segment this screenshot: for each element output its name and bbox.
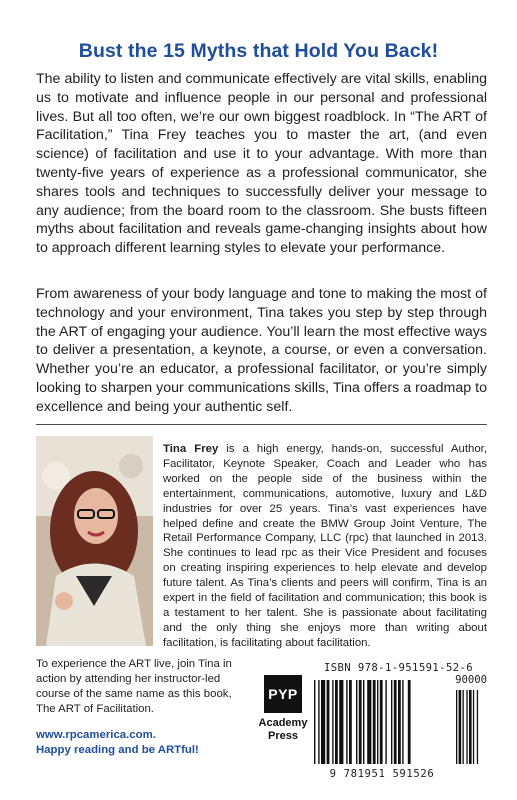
- isbn-barcode: [310, 660, 487, 784]
- author-bio: [163, 442, 487, 651]
- contact-block: [36, 728, 256, 758]
- isbn-label: ISBN 978-1-951591-52-6: [323, 662, 474, 674]
- publisher-logo-mark: PYP: [264, 675, 302, 713]
- author-name: Tina Frey: [163, 443, 219, 455]
- description-paragraph-1: The ability to listen and communicate effectively are vital skills, enabling us to motivate and influence people in our personal and professional lives. But all too often, we’re our own biggest roadblock. In “The ART of Facilitation,” Tina Frey teaches you to master the art, (and even science) of facilitation and use it to your advantage. With more than twenty-five years of experience as a professional communicator, she shares tools and techniques to successfully deliver your message to any audience; from the board room to the classroom. She busts fifteen myths about facilitation and reveals game-changing insights about how to approach different learning styles to elevate your performance.: [36, 71, 487, 257]
- publisher-logo: [256, 675, 310, 770]
- barcode-digits: 9 781951 591526: [329, 768, 435, 780]
- barcode-bars: [314, 680, 482, 768]
- publisher-name-line-2: Press: [268, 729, 298, 742]
- website-link[interactable]: www.rpcamerica.com.: [36, 729, 156, 741]
- author-photo: [36, 436, 153, 646]
- author-bio-text: is a high energy, hands-on, successful Author, Facilitator, Keynote Speaker, Coach and Leader who has worked on the people side of the business within the entertainment, communications, automotive, luxury and L&D industries for over 25 years. Tina’s vast experiences have helped define and create the BMW Group Joint Venture, The Retail Performance Company, LLC (rpc) that launched in 2013. She continues to lead rpc as their Vice President and focuses on creating inspiring experiences to help elevate and develop future talent. As Tina’s clients and peers will confirm, Tina is an expert in the field of facilitation and communication; this book is a testament to her talent. She is passionate about facilitating and the only thing she enjoys more than writing about facilitation, is facilitating about facilitation.: [163, 443, 488, 649]
- signoff-text: Happy reading and be ARTful!: [36, 744, 199, 756]
- description-paragraph-2: From awareness of your body language and tone to making the most of technology and your environment, Tina takes you step by step through the ART of engaging your audience. You’ll learn the most effective ways to deliver a presentation, a keynote, a course, or even a conversation. Whether you’re an educator, a professional facilitator, or you’re simply looking to sharpen your communications skills, Tina offers a roadmap to excellence and being your authentic self.: [36, 286, 487, 415]
- divider: [36, 424, 487, 425]
- headline: Bust the 15 Myths that Hold You Back!: [78, 40, 439, 62]
- publisher-name: [256, 717, 310, 742]
- price-code: 90000: [455, 674, 487, 686]
- course-invitation: To experience the ART live, join Tina in action by attending her instructor-led course of the same name as this book, The ART of Facilitation.: [36, 658, 232, 715]
- publisher-name-line-1: Academy: [258, 717, 308, 729]
